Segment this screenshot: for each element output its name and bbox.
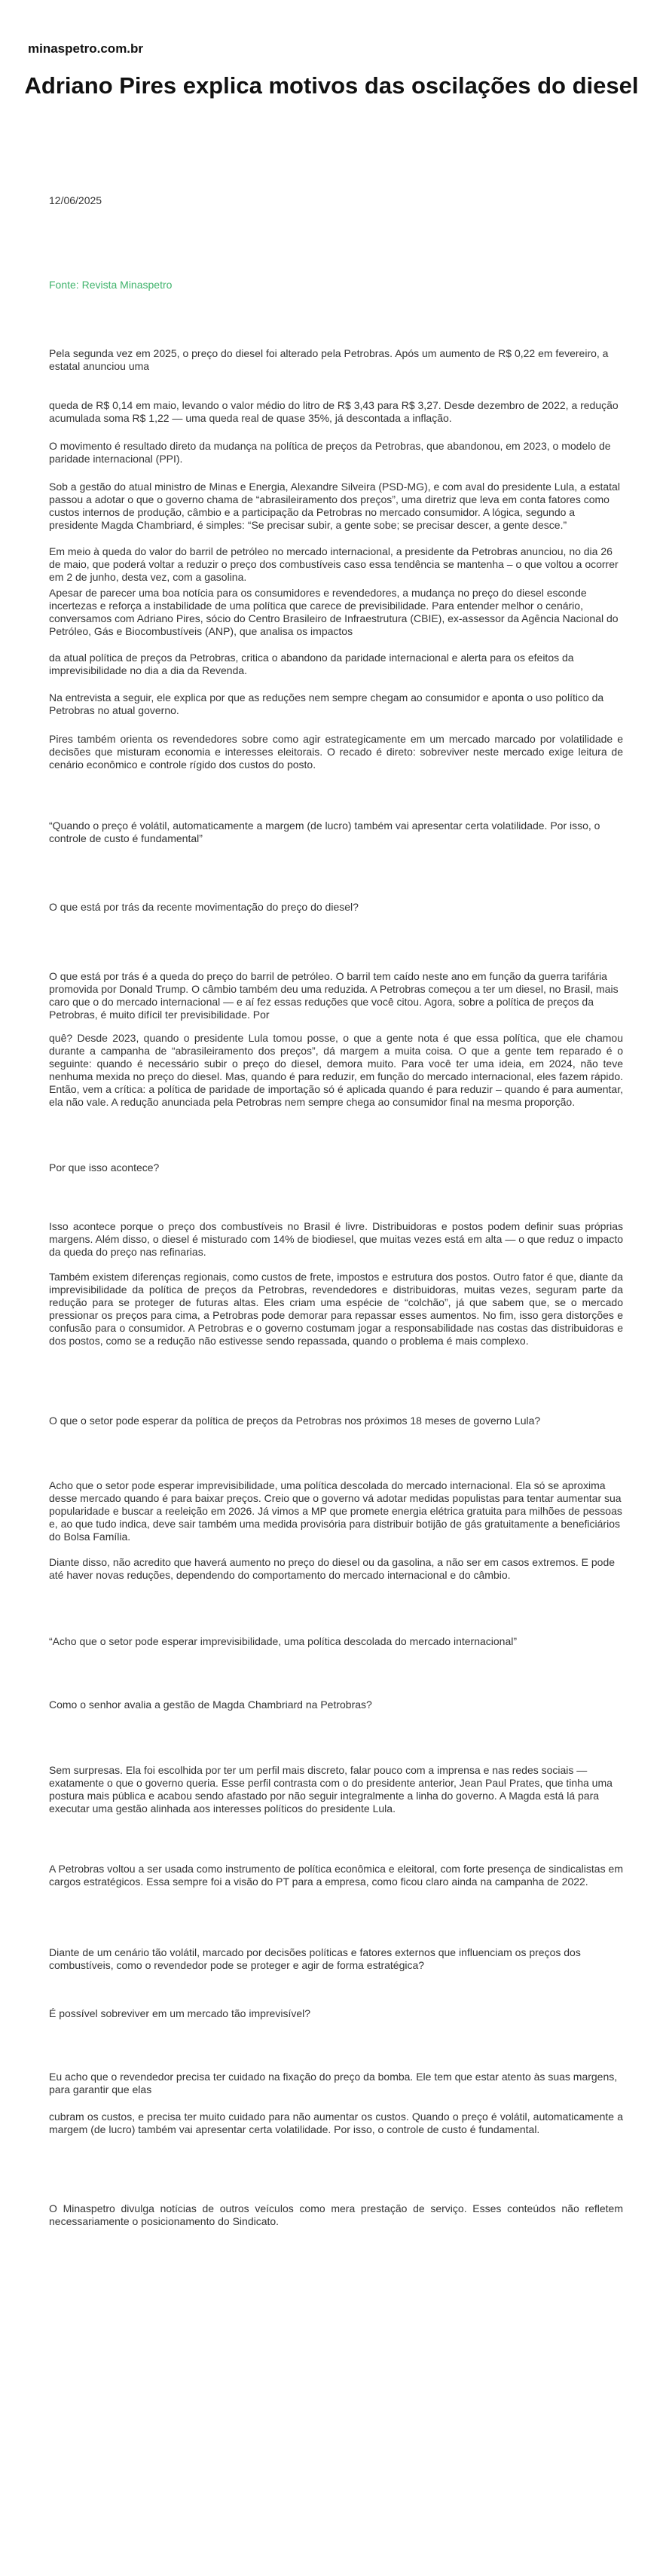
interview-question: Diante de um cenário tão volátil, marcado por decisões políticas e fatores externos que influenciam os preços dos combustíveis, como o revendedor pode se proteger e agir de forma estratégica? — [49, 1946, 581, 1971]
article-paragraph: cubram os custos, e precisa ter muito cuidado para não aumentar os custos. Quando o preço é volátil, automaticamente a margem (de lucro) também vai apresentar certa volatilidade. Por isso, o controle de custo é fundamental. — [49, 2111, 623, 2135]
article-paragraph: Em meio à queda do valor do barril de petróleo no mercado internacional, a presidente da Petrobras anunciou, no dia 26 de maio, que poderá voltar a reduzir o preço dos combustíveis caso essa tendência se mantenha – o que voltou a ocorrer em 2 de junho, desta vez, com a gasolina. — [49, 545, 619, 583]
interview-question: O que está por trás da recente movimentação do preço do diesel? — [49, 901, 359, 913]
article-paragraph: Diante disso, não acredito que haverá aumento no preço do diesel ou da gasolina, a não ser em casos extremos. E pode até haver novas reduções, dependendo do comportamento do mercado internacional e do câmbio. — [49, 1556, 616, 1581]
article-paragraph: A Petrobras voltou a ser usada como instrumento de política econômica e eleitoral, com forte presença de sindicalistas em cargos estratégicos. Essa sempre foi a visão do PT para a empresa, como ficou claro ainda na campanha de 2022. — [49, 1863, 623, 1888]
disclaimer: O Minaspetro divulga notícias de outros veículos como mera prestação de serviço. Esses conteúdos não refletem necessariamente o posicionamento do Sindicato. — [49, 2202, 623, 2227]
article-paragraph: Eu acho que o revendedor precisa ter cuidado na fixação do preço da bomba. Ele tem que estar atento às suas margens, para garantir que elas — [49, 2071, 618, 2095]
interview-question: Como o senhor avalia a gestão de Magda Chambriard na Petrobras? — [49, 1699, 372, 1711]
pull-quote: “Quando o preço é volátil, automaticamente a margem (de lucro) também vai apresentar certa volatilidade. Por isso, o controle de custo é fundamental” — [49, 819, 600, 844]
site-name[interactable]: minaspetro.com.br — [28, 41, 144, 56]
article-paragraph: Acho que o setor pode esperar imprevisibilidade, uma política descolada do mercado internacional. Ela só se aproxima desse mercado quando é para baixar preços. Creio que o governo vá adotar medidas populistas para tentar aumentar sua popularidade e buscar a reeleição em 2026. Já vimos a MP que promete energia elétrica gratuita para milhões de pessoas e, ao que tudo indica, deve sair também uma medida provisória para distribuir botijão de gás gratuitamente a beneficiários do Bolsa Família. — [49, 1479, 622, 1543]
article-title: Adriano Pires explica motivos das oscilações do diesel — [24, 72, 639, 99]
article-paragraph: Apesar de parecer uma boa notícia para os consumidores e revendedores, a mudança no preço do diesel esconde incertezas e reforça a instabilidade de uma política que carece de previsibilidade. Para entender melhor o cenário, conversamos com Adriano Pires, sócio do Centro Brasileiro de Infraestrutura (CBIE), ex-assessor da Agência Nacional do Petróleo, Gás e Biocombustíveis (ANP), que analisa os impactos — [49, 587, 619, 637]
pull-quote: “Acho que o setor pode esperar imprevisibilidade, uma política descolada do mercado internacional” — [49, 1635, 518, 1647]
article-paragraph: queda de R$ 0,14 em maio, levando o valor médio do litro de R$ 3,43 para R$ 3,27. Desde dezembro de 2022, a redução acumulada soma R$ 1,22 — uma queda real de quase 35%, já descontada a inflação. — [49, 399, 619, 424]
article-paragraph: O que está por trás é a queda do preço do barril de petróleo. O barril tem caído neste ano em função da guerra tarifária promovida por Donald Trump. O câmbio também deu uma reduzida. A Petrobras começou a ter um diesel, no Brasil, mais caro que o do mercado internacional — e aí fez essas reduções que você citou. Agora, sobre a política de preços da Petrobras, é muito difícil ter previsibilidade. Por — [49, 970, 619, 1021]
article-paragraph: O movimento é resultado direto da mudança na política de preços da Petrobras, que abandonou, em 2023, o modelo de paridade internacional (PPI). — [49, 440, 611, 465]
article-paragraph: Isso acontece porque o preço dos combustíveis no Brasil é livre. Distribuidoras e postos podem definir suas próprias margens. Além disso, o diesel é misturado com 14% de biodiesel, que muitas vezes está em alta — o que reduz o impacto da queda do preço nas refinarias. — [49, 1220, 623, 1258]
article-paragraph: da atual política de preços da Petrobras, critica o abandono da paridade internacional e alerta para os efeitos da imprevisibilidade no dia a dia da Revenda. — [49, 652, 574, 676]
interview-question: É possível sobreviver em um mercado tão imprevisível? — [49, 2007, 311, 2019]
article-date: 12/06/2025 — [49, 194, 102, 206]
interview-question: Por que isso acontece? — [49, 1161, 160, 1174]
article-paragraph: Também existem diferenças regionais, como custos de frete, impostos e estrutura dos postos. Outro fator é que, diante da imprevisibilidade da política de preços da Petrobras, revendedores e distribuidoras, muitas vezes, seguram parte da redução para se proteger de futuras altas. Eles criam uma espécie de “colchão”, já que sabem que, se o mercado pressionar os preços para cima, a Petrobras pode demorar para repassar esses aumentos. No fim, isso gera distorções e confusão para o consumidor. A Petrobras e o governo costumam jogar a responsabilidade nas costas das distribuidoras e dos postos, como se a redução não estivesse sendo repassada, quando o problema é mais complexo. — [49, 1271, 623, 1347]
article-source: Fonte: Revista Minaspetro — [49, 279, 173, 291]
article-paragraph: quê? Desde 2023, quando o presidente Lula tomou posse, o que a gente nota é que essa política, que ele chamou durante a campanha de “abrasileiramento dos preços”, dá margem a muita coisa. O que a gente tem reparado é o seguinte: quando é necessário subir o preço do diesel, demora muito. Para você ter uma ideia, em 2024, não teve nenhuma mexida no preço do diesel. Mas, quando é para reduzir, em função do mercado internacional, eles fazem rápido. Então, vem a crítica: a política de paridade de importação só é aplicada quando é para reduzir – quando é para aumentar, ela não vale. A redução anunciada pela Petrobras nem sempre chega ao consumidor final na mesma proporção. — [49, 1032, 623, 1108]
article-paragraph: Pires também orienta os revendedores sobre como agir estrategicamente em um mercado marcado por volatilidade e decisões que misturam economia e interesses eleitorais. O recado é direto: sobreviver neste mercado exige leitura de cenário econômico e controle rígido dos custos do posto. — [49, 733, 623, 771]
article-paragraph: Na entrevista a seguir, ele explica por que as reduções nem sempre chegam ao consumidor e aponta o uso político da Petrobras no atual governo. — [49, 691, 604, 716]
article-paragraph: Sem surpresas. Ela foi escolhida por ter um perfil mais discreto, falar pouco com a imprensa e nas redes sociais — exatamente o que o governo queria. Esse perfil contrasta com o do presidente anterior, Jean Paul Prates, que tinha uma postura mais pública e acabou sendo afastado por não seguir integralmente a linha do governo. A Magda está lá para executar uma gestão alinhada aos interesses políticos do presidente Lula. — [49, 1764, 613, 1814]
article-paragraph: Pela segunda vez em 2025, o preço do diesel foi alterado pela Petrobras. Após um aumento de R$ 0,22 em fevereiro, a estatal anunciou uma — [49, 347, 609, 372]
article-paragraph: Sob a gestão do atual ministro de Minas e Energia, Alexandre Silveira (PSD-MG), e com aval do presidente Lula, a estatal passou a adotar o que o governo chama de “abrasileiramento dos preços”, uma diretriz que leva em conta fatores como custos internos de produção, câmbio e a participação da Petrobras no mercado consumidor. A lógica, segundo a presidente Magda Chambriard, é simples: “Se precisar subir, a gente sobe; se precisar descer, a gente desce.” — [49, 481, 620, 531]
interview-question: O que o setor pode esperar da política de preços da Petrobras nos próximos 18 meses de governo Lula? — [49, 1415, 541, 1427]
